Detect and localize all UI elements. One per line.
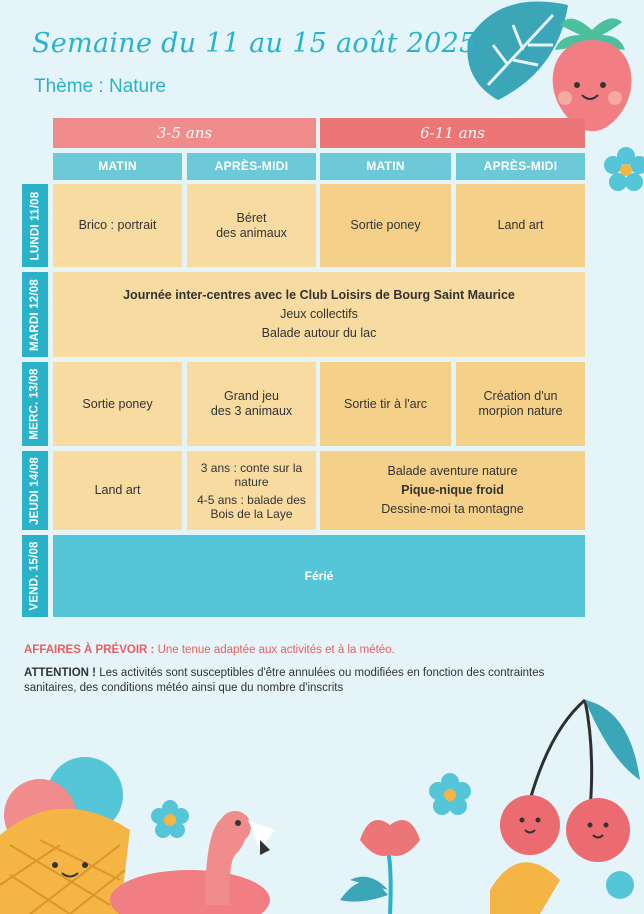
cherries-icon <box>490 690 644 914</box>
activity-cell: Création d'un morpion nature <box>456 362 585 446</box>
flower-icon <box>600 140 644 200</box>
group-header-3-5: 3-5 ans <box>53 118 316 148</box>
day-label-jeudi: JEUDI 14/08 <box>22 451 48 530</box>
day-label-vendredi: VEND. 15/08 <box>22 535 48 617</box>
activity-cell: Sortie tir à l'arc <box>320 362 451 446</box>
tulip-icon <box>330 810 450 914</box>
activity-cell: Béret des animaux <box>187 184 316 267</box>
attention-label: ATTENTION ! <box>24 667 96 679</box>
activity-cell-fullday: Journée inter-centres avec le Club Loisirs de Bourg Saint Maurice Jeux collectifs Balade autour du lac <box>53 272 585 357</box>
page-theme: Thème : Nature <box>34 76 166 97</box>
affaires-text: Une tenue adaptée aux activités et à la météo. <box>157 644 395 656</box>
activity-cell: Brico : portrait <box>53 184 182 267</box>
period-header: APRÈS-MIDI <box>187 153 316 180</box>
activity-cell-afternoon-6-11: Balade aventure nature Pique-nique froid Dessine-moi ta montagne <box>320 451 585 530</box>
period-header: APRÈS-MIDI <box>456 153 585 180</box>
flamingo-icon <box>110 805 285 914</box>
activity-cell: Land art <box>53 451 182 530</box>
day-label-mardi: MARDI 12/08 <box>22 272 48 357</box>
affaires-label: AFFAIRES À PRÉVOIR : <box>24 644 155 656</box>
activity-cell: 3 ans : conte sur la nature 4-5 ans : balade des Bois de la Laye <box>187 451 316 530</box>
day-label-lundi: LUNDI 11/08 <box>22 184 48 267</box>
holiday-cell: Férié <box>53 535 585 617</box>
day-label-mercredi: MERC. 13/08 <box>22 362 48 446</box>
activity-cell: Land art <box>456 184 585 267</box>
affaires-note <box>24 644 395 656</box>
attention-text: Les activités sont susceptibles d'être annulées ou modifiées en fonction des contraintes sanitaires, des conditions météo ainsi que du nombre d'inscrits <box>24 667 545 694</box>
page-title: Semaine du 11 au 15 août 2025 <box>32 28 477 59</box>
attention-note <box>24 666 564 696</box>
group-header-6-11: 6-11 ans <box>320 118 585 148</box>
activity-cell: Sortie poney <box>320 184 451 267</box>
period-header: MATIN <box>53 153 182 180</box>
activity-cell: Sortie poney <box>53 362 182 446</box>
activity-cell: Grand jeu des 3 animaux <box>187 362 316 446</box>
period-header: MATIN <box>320 153 451 180</box>
flower-icon <box>425 770 475 820</box>
